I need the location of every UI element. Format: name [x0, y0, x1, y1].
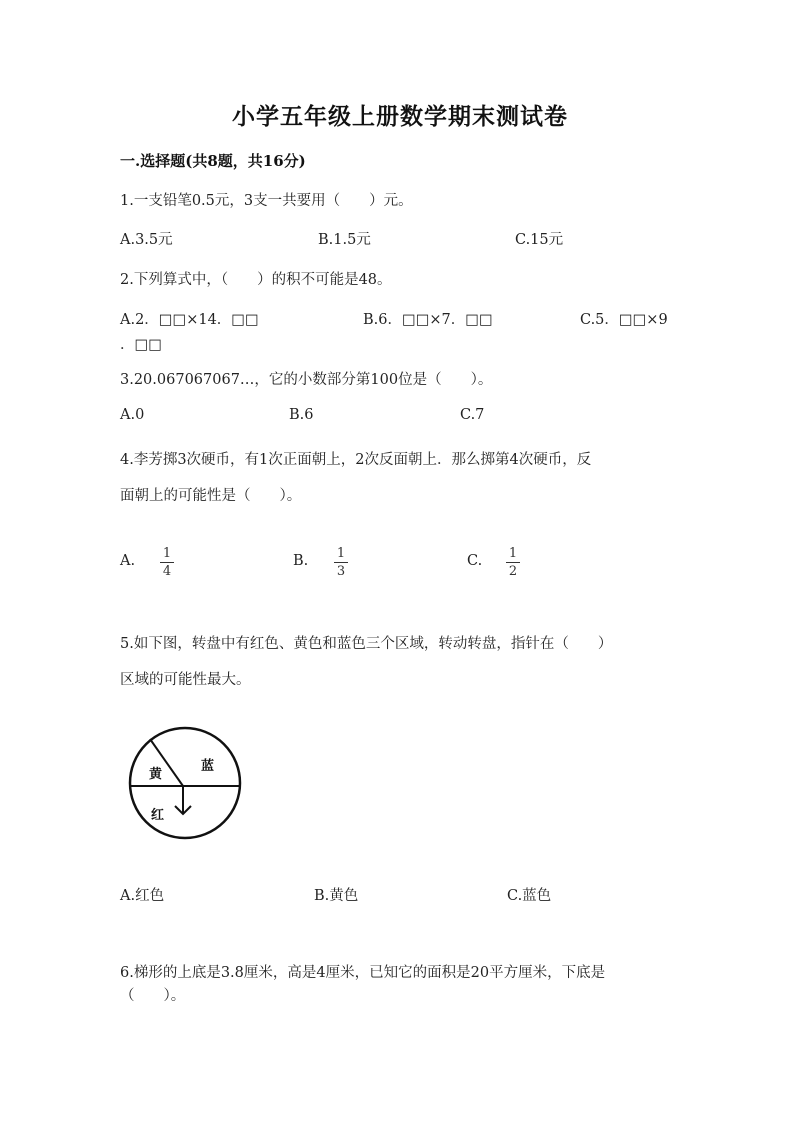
- question-3-option-a: A.0: [120, 407, 145, 423]
- spinner-diagram: [124, 722, 246, 844]
- section-heading: 一.选择题(共8题，共16分): [120, 152, 306, 170]
- question-3-option-b: B.6: [289, 407, 314, 423]
- question-5-stem-line-1: 5.如下图，转盘中有红色、黄色和蓝色三个区域，转动转盘，指针在（ ）: [120, 636, 613, 652]
- question-4-option-b-fraction: [334, 546, 348, 579]
- fraction-denominator: 4: [162, 564, 172, 579]
- question-5-option-b: B.黄色: [314, 888, 359, 904]
- spinner-label-yellow: 黄: [149, 767, 163, 782]
- spinner-label-blue: 蓝: [201, 759, 215, 774]
- exam-title: 小学五年级上册数学期末测试卷: [232, 103, 568, 130]
- question-6-stem-line-2: （ ）。: [120, 988, 186, 1004]
- question-5-stem-line-2: 区域的可能性最大。: [120, 672, 251, 688]
- question-2-option-a: A.2．□□×14．□□: [120, 312, 259, 328]
- fraction-denominator: 2: [508, 564, 518, 579]
- question-4-option-a-fraction: [160, 546, 174, 579]
- fraction-bar: [506, 562, 520, 563]
- question-1-stem: 1.一支铅笔0.5元，3支一共要用（ ）元。: [120, 193, 413, 209]
- question-4-stem-line-2: 面朝上的可能性是（ ）。: [120, 488, 302, 504]
- question-4-stem-line-1: 4.李芳掷3次硬币，有1次正面朝上，2次反面朝上．那么掷第4次硬币，反: [120, 452, 592, 468]
- question-5-option-a: A.红色: [120, 888, 165, 904]
- question-3-option-c: C.7: [460, 407, 485, 423]
- question-2-option-c-continued: ．□□: [120, 337, 162, 353]
- question-1-option-b: B.1.5元: [318, 232, 371, 248]
- spinner-circle: [130, 728, 240, 838]
- fraction-numerator: 1: [162, 546, 172, 561]
- spinner-label-red: 红: [151, 808, 165, 823]
- question-6-stem-line-1: 6.梯形的上底是3.8厘米，高是4厘米，已知它的面积是20平方厘米，下底是: [120, 965, 606, 981]
- question-1-option-a: A.3.5元: [120, 232, 173, 248]
- question-3-stem: 3.20.067067067…，它的小数部分第100位是（ ）。: [120, 372, 493, 388]
- question-2-option-c: C.5．□□×9: [580, 312, 668, 328]
- question-4-option-a-label: A.: [120, 553, 136, 569]
- fraction-bar: [334, 562, 348, 563]
- fraction-denominator: 3: [336, 564, 346, 579]
- question-4-option-b-label: B.: [293, 553, 309, 569]
- fraction-numerator: 1: [336, 546, 346, 561]
- fraction-numerator: 1: [508, 546, 518, 561]
- question-2-stem: 2.下列算式中，（ ）的积不可能是48。: [120, 272, 392, 288]
- fraction-bar: [160, 562, 174, 563]
- question-5-option-c: C.蓝色: [507, 888, 552, 904]
- question-4-option-c-fraction: [506, 546, 520, 579]
- question-2-option-b: B.6．□□×7．□□: [363, 312, 493, 328]
- question-1-option-c: C.15元: [515, 232, 564, 248]
- question-4-option-c-label: C.: [467, 553, 483, 569]
